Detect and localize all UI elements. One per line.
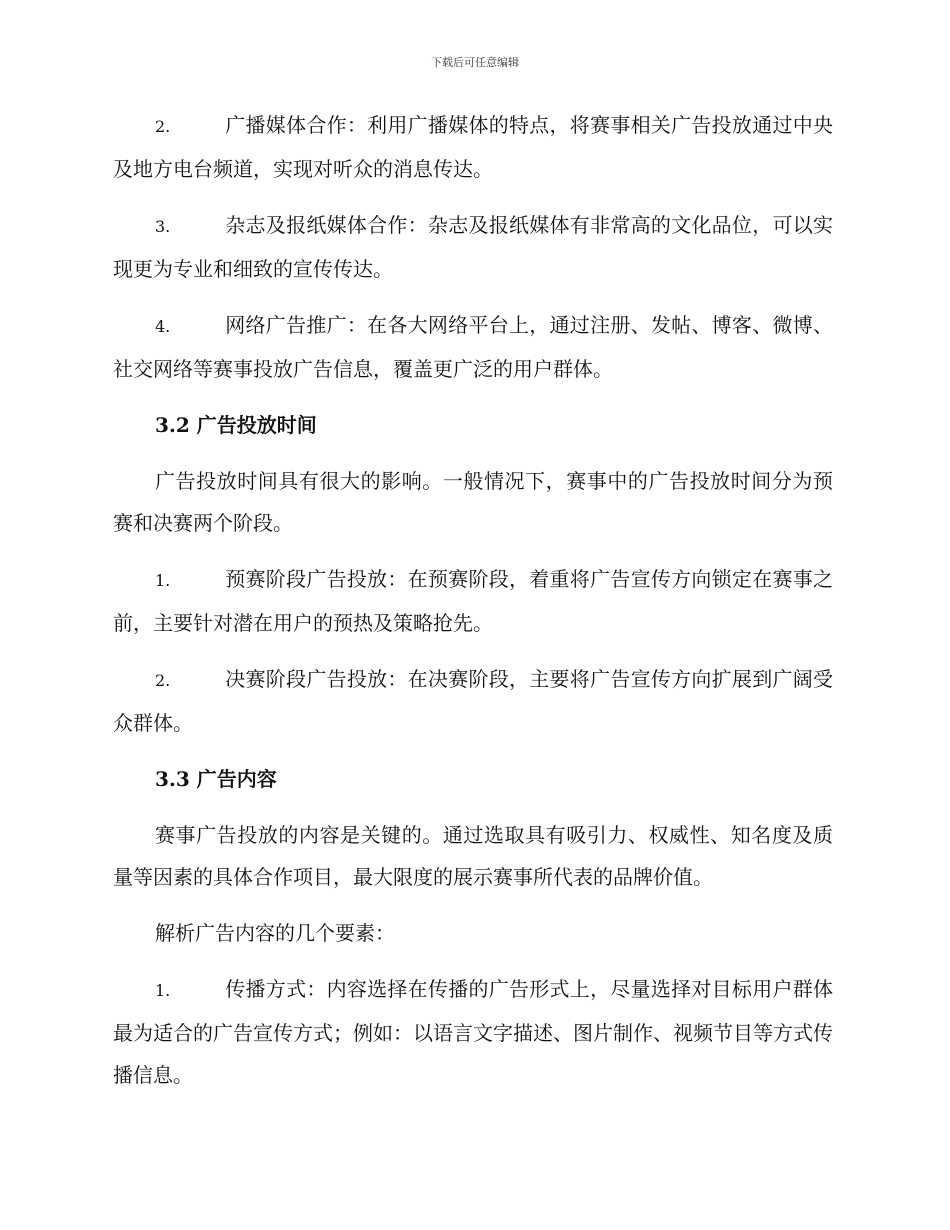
list-text: 传播方式：内容选择在传播的广告形式上，尽量选择对目标用户群体最为适合的广告宣传方式；例如：以语言文字描述、图片制作、视频节目等方式传播信息。 xyxy=(113,977,833,1087)
section-heading: 3.3 广告内容 xyxy=(155,767,277,791)
list-text: 预赛阶段广告投放：在预赛阶段，着重将广告宣传方向锁定在赛事之前，主要针对潜在用户的预热及策略抢先。 xyxy=(113,567,833,635)
list-text: 决赛阶段广告投放：在决赛阶段，主要将广告宣传方向扩展到广阔受众群体。 xyxy=(113,667,833,735)
list-text: 网络广告推广：在各大网络平台上，通过注册、发帖、博客、微博、社交网络等赛事投放广告信息，覆盖更广泛的用户群体。 xyxy=(113,313,833,381)
list-number: 2. xyxy=(155,671,171,690)
list-number: 1. xyxy=(155,981,171,1000)
list-item xyxy=(113,304,833,390)
paragraph: 广告投放时间具有很大的影响。一般情况下，赛事中的广告投放时间分为预赛和决赛两个阶段。 xyxy=(113,469,833,535)
list-item xyxy=(113,558,833,644)
list-number: 3. xyxy=(155,217,171,236)
document-body xyxy=(113,104,833,1110)
list-item xyxy=(113,204,833,290)
section-heading: 3.2 广告投放时间 xyxy=(155,413,317,437)
list-item xyxy=(113,658,833,744)
paragraph: 赛事广告投放的内容是关键的。通过选取具有吸引力、权威性、知名度及质量等因素的具体合作项目，最大限度的展示赛事所代表的品牌价值。 xyxy=(113,823,833,889)
list-text: 广播媒体合作：利用广播媒体的特点，将赛事相关广告投放通过中央及地方电台频道，实现对听众的消息传达。 xyxy=(113,113,833,181)
list-item xyxy=(113,968,833,1096)
paragraph: 解析广告内容的几个要素： xyxy=(155,921,395,945)
list-number: 1. xyxy=(155,571,171,590)
list-number: 4. xyxy=(155,317,171,336)
page-header: 下载后可任意编辑 xyxy=(431,56,519,69)
list-text: 杂志及报纸媒体合作：杂志及报纸媒体有非常高的文化品位，可以实现更为专业和细致的宣传传达。 xyxy=(113,213,833,281)
list-item xyxy=(113,104,833,190)
list-number: 2. xyxy=(155,117,171,136)
